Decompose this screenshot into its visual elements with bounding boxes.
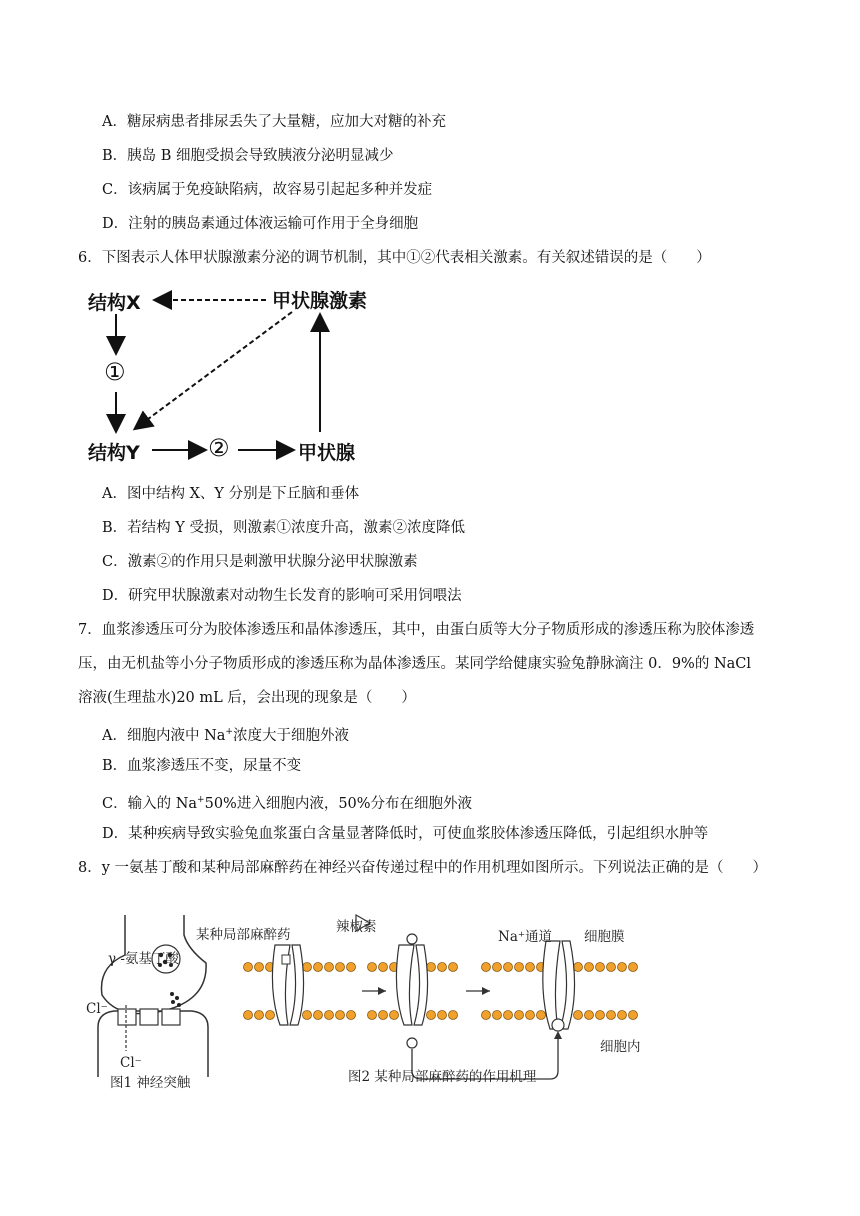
q6-option-a: A．图中结构 X、Y 分别是下丘脑和垂体 [102, 486, 360, 502]
q5-option-c: C．该病属于免疫缺陷病，故容易引起起多种并发症 [102, 182, 433, 198]
q5-option-d: D．注射的胰岛素通过体液运输可作用于全身细胞 [102, 216, 419, 232]
q8-stem: 8．y 一氨基丁酸和某种局部麻醉药在神经兴奋传递过程中的作用机理如图所示。下列说法正确的是（ ） [78, 860, 768, 876]
q6-stem: 6．下图表示人体甲状腺激素分泌的调节机制，其中①②代表相关激素。有关叙述错误的是（ ） [78, 250, 711, 266]
q7-option-d: D．某种疾病导致实验兔血浆蛋白含量显著降低时，可使血浆胶体渗透压降低，引起组织水肿等 [102, 826, 709, 842]
q7-option-c: C．输入的 Na+50%进入细胞内液，50%分布在细胞外液 [102, 795, 473, 812]
struct-y-label: 结构Y [88, 442, 140, 464]
q7-option-b: B．血浆渗透压不变，尿量不变 [102, 758, 302, 774]
cl-bottom-label: Cl⁻ [120, 1055, 142, 1071]
q6-option-b: B．若结构 Y 受损，则激素①浓度升高，激素②浓度降低 [102, 520, 465, 536]
hormone-2-label: ② [208, 434, 230, 462]
q5-option-a: A．糖尿病患者排尿丢失了大量糖，应加大对糖的补充 [102, 114, 446, 130]
q6-diagram [80, 280, 410, 470]
fig2-caption: 图2 某种局部麻醉药的作用机理 [348, 1069, 537, 1085]
q8-figure [80, 905, 650, 1090]
q6-option-c: C．激素②的作用只是刺激甲状腺分泌甲状腺激素 [102, 554, 418, 570]
membrane-label: 细胞膜 [584, 929, 625, 945]
gaba-label: γ -氨基丁酸 [108, 951, 179, 967]
fig1-caption: 图1 神经突触 [110, 1075, 191, 1091]
q7-stem-line1: 7．血浆渗透压可分为胶体渗透压和晶体渗透压，其中，由蛋白质等大分子物质形成的渗透压称为胶体渗透 [78, 622, 755, 638]
capsaicin-label: 辣椒素 [336, 919, 377, 935]
struct-x-label: 结构X [88, 292, 141, 314]
hormone-1-label: ① [104, 358, 126, 386]
q7-option-a: A．细胞内液中 Na+浓度大于细胞外液 [102, 727, 349, 744]
thyroid-hormone-label: 甲状腺激素 [272, 290, 368, 312]
q7-stem-line2: 压，由无机盐等小分子物质形成的渗透压称为晶体渗透压。某同学给健康实验兔静脉滴注 0．9%的 NaCl [78, 656, 752, 672]
thyroid-label: 甲状腺 [298, 442, 356, 464]
na-channel-label: Na⁺通道 [498, 929, 552, 945]
inside-cell-label: 细胞内 [600, 1039, 641, 1055]
anesthetic-label: 某种局部麻醉药 [196, 927, 291, 943]
q5-option-b: B．胰岛 B 细胞受损会导致胰液分泌明显减少 [102, 148, 394, 164]
q6-option-d: D．研究甲状腺激素对动物生长发育的影响可采用饲喂法 [102, 588, 462, 604]
cl-top-label: Cl⁻ [86, 1001, 108, 1017]
q7-stem-line3: 溶液(生理盐水)20 mL 后，会出现的现象是（ ） [78, 690, 416, 706]
